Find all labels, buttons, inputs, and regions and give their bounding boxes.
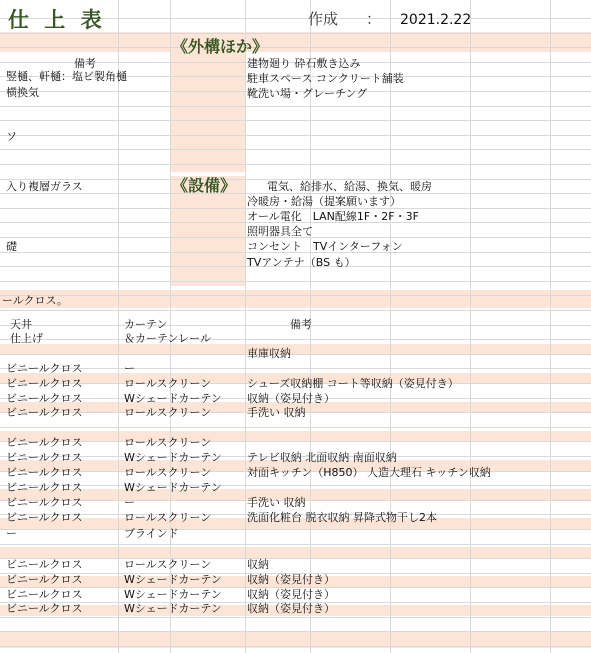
created-date: 2021.2.22 — [400, 12, 472, 28]
column-gridline — [245, 0, 246, 653]
row-gridline — [0, 485, 591, 486]
ceiling-finish-cell: ビニールクロス — [6, 511, 83, 524]
header-ceiling: 天井 — [10, 318, 32, 331]
remarks-cell: 手洗い 収納 — [247, 406, 306, 419]
curtain-cell: ロールスクリーン — [124, 558, 212, 571]
column-gridline — [118, 0, 119, 653]
curtain-cell: Wシェードカーテン — [124, 602, 222, 615]
created-label: 作成 — [308, 10, 339, 28]
ceiling-finish-cell: ビニールクロス — [6, 573, 83, 586]
exterior-heading: 《外構ほか》 — [172, 37, 269, 56]
exterior-item-2: 靴洗い場・グレーチング — [247, 87, 368, 100]
ceiling-finish-cell: ビニールクロス — [6, 496, 83, 509]
remarks-cell: 収納 — [247, 558, 269, 571]
equipment-item-4: TVアンテナ（BS も） — [247, 256, 356, 269]
row-gridline — [0, 631, 591, 632]
row-gridline — [0, 558, 591, 559]
row-gridline — [0, 427, 591, 428]
curtain-cell: ー — [124, 496, 135, 509]
curtain-cell: Wシェードカーテン — [124, 451, 222, 464]
ceiling-finish-cell: ビニールクロス — [6, 602, 83, 615]
column-gridline — [470, 0, 471, 653]
curtain-cell: ロールスクリーン — [124, 377, 212, 390]
left-note-3: 入り複層ガラス — [6, 180, 83, 193]
interior-note: ールクロス。 — [2, 294, 68, 307]
left-note-4: 礎 — [6, 240, 17, 253]
remarks-cell: テレビ収納 北面収納 南面収納 — [247, 451, 397, 464]
header-curtain-sub: ＆カーテンレール — [124, 332, 211, 345]
equipment-item-0: 冷暖房・給湯（提案願います） — [247, 195, 401, 208]
ceiling-finish-cell: ビニールクロス — [6, 436, 83, 449]
row-gridline — [0, 544, 591, 545]
row-gridline — [0, 368, 591, 369]
ceiling-finish-cell: ビニールクロス — [6, 392, 83, 405]
shaded-band-12 — [0, 547, 591, 558]
header-ceiling-sub: 仕上げ — [10, 332, 43, 345]
row-gridline — [0, 310, 591, 311]
row-gridline — [0, 47, 591, 48]
ceiling-finish-cell: ビニールクロス — [6, 406, 83, 419]
remarks-cell: 収納（姿見付き） — [247, 573, 335, 586]
remarks-cell: 洗面化粧台 脱衣収納 昇降式物干し2本 — [247, 511, 437, 524]
curtain-cell: Wシェードカーテン — [124, 481, 222, 494]
row-gridline — [0, 149, 591, 150]
ceiling-finish-cell: ビニールクロス — [6, 481, 83, 494]
remarks-cell: 収納（姿見付き） — [247, 588, 335, 601]
header-remarks: 備考 — [290, 318, 312, 331]
curtain-cell: ロールスクリーン — [124, 436, 212, 449]
row-gridline — [0, 295, 591, 296]
sheet-title: 仕 上 表 — [8, 8, 106, 32]
curtain-cell: ロールスクリーン — [124, 466, 212, 479]
row-gridline — [0, 646, 591, 647]
equipment-heading: 《設備》 — [172, 176, 237, 195]
ceiling-finish-cell: ビニールクロス — [6, 588, 83, 601]
column-gridline — [550, 0, 551, 653]
column-gridline — [170, 0, 171, 653]
ceiling-finish-cell: ビニールクロス — [6, 558, 83, 571]
row-gridline — [0, 164, 591, 165]
exterior-item-1: 駐車スペース コンクリート舗装 — [247, 72, 404, 85]
remarks-cell: 収納（姿見付き） — [247, 392, 335, 405]
left-note-2: ソ — [6, 130, 17, 143]
column-gridline — [390, 0, 391, 653]
row-gridline — [0, 135, 591, 136]
remarks-header: 備考 — [74, 57, 96, 70]
row-gridline — [0, 339, 591, 340]
curtain-cell: ー — [124, 362, 135, 375]
curtain-cell: ブラインド — [124, 527, 179, 540]
curtain-cell: ロールスクリーン — [124, 511, 212, 524]
created-colon: ： — [366, 10, 382, 28]
curtain-cell: Wシェードカーテン — [124, 588, 222, 601]
ceiling-finish-cell: ー — [6, 527, 17, 540]
curtain-cell: ロールスクリーン — [124, 406, 212, 419]
equipment-item-2: 照明器具全て — [247, 225, 313, 238]
ceiling-finish-cell: ビニールクロス — [6, 377, 83, 390]
row-gridline — [0, 281, 591, 282]
row-gridline — [0, 106, 591, 107]
shaded-band-4 — [0, 290, 591, 308]
row-gridline — [0, 441, 591, 442]
equipment-summary: 電気、給排水、給湯、換気、暖房 — [267, 180, 432, 193]
remarks-cell: 手洗い 収納 — [247, 496, 306, 509]
ceiling-finish-cell: ビニールクロス — [6, 451, 83, 464]
row-gridline — [0, 617, 591, 618]
row-gridline — [0, 120, 591, 121]
remarks-cell: シューズ収納棚 コート等収納（姿見付き） — [247, 377, 459, 390]
left-note-1: 横換気 — [6, 86, 39, 99]
curtain-cell: Wシェードカーテン — [124, 573, 222, 586]
equipment-item-1: オール電化 LAN配線1F・2F・3F — [247, 210, 419, 223]
equipment-item-3: コンセント TVインターフォン — [247, 240, 403, 253]
curtain-cell: Wシェードカーテン — [124, 392, 222, 405]
remarks-cell: 収納（姿見付き） — [247, 602, 335, 615]
ceiling-finish-cell: ビニールクロス — [6, 466, 83, 479]
remarks-cell: 対面キッチン（H850） 人造大理石 キッチン収納 — [247, 466, 491, 479]
row-gridline — [0, 529, 591, 530]
header-curtain: カーテン — [124, 318, 168, 331]
exterior-item-0: 建物廻り 砕石敷き込み — [247, 57, 361, 70]
remarks-cell: 車庫収納 — [247, 347, 291, 360]
row-gridline — [0, 33, 591, 34]
ceiling-finish-cell: ビニールクロス — [6, 362, 83, 375]
left-note-0: 竪樋、軒樋：塩ビ製角樋 — [6, 70, 127, 83]
row-gridline — [0, 354, 591, 355]
